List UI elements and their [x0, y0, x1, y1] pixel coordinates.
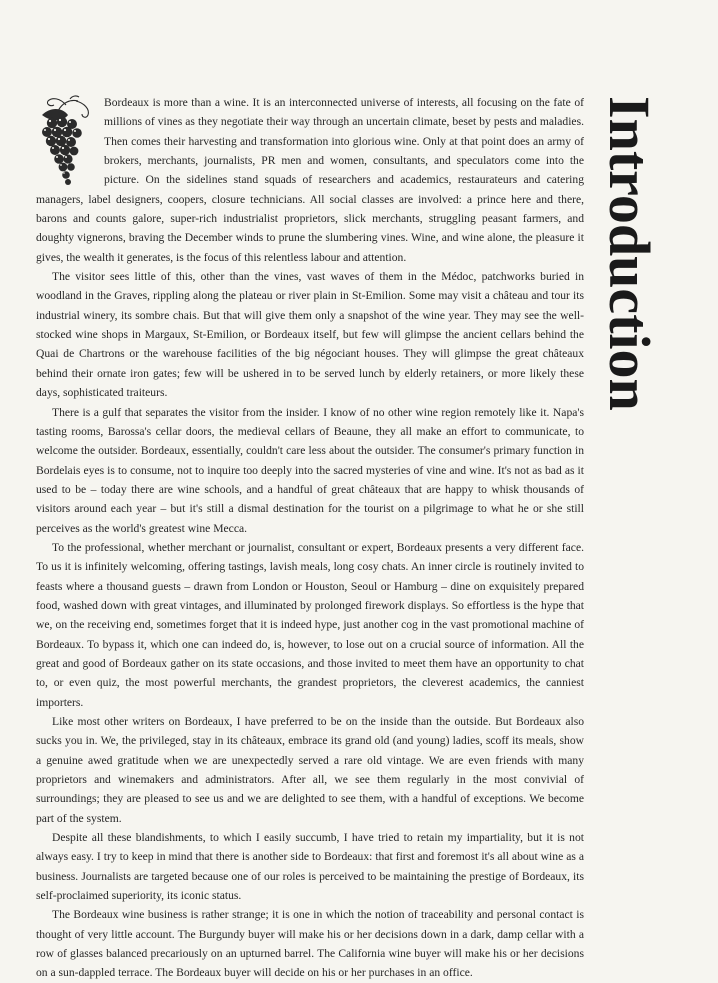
- paragraph: The Bordeaux wine business is rather strange; it is one in which the notion of traceability and personal contact is thought of very little account. The Burgundy buyer will make his or her decisions down in a dark, damp cellar with a row of glasses balanced precariously on an upturned barrel. The California wine buyer will make his or her decisions on a sun-dappled terrace. The Bordeaux buyer will decide on his or her purchases in an office.: [36, 908, 584, 980]
- chapter-heading: Introduction: [597, 96, 662, 411]
- grape-cluster-icon: [36, 95, 98, 189]
- paragraph: Despite all these blandishments, to which I easily succumb, I have tried to retain my impartiality, but it is not always easy. I try to keep in mind that there is another side to Bordeaux: that first and foremost it's all about wine as a business. Journalists are targeted because one of our roles is perceived to be maintaining the prestige of Bordeaux, its self-proclaimed superiority, its iconic status.: [36, 831, 584, 903]
- body-text: [36, 93, 584, 983]
- paragraph: To the professional, whether merchant or journalist, consultant or expert, Bordeaux presents a very different face. To us it is infinitely welcoming, offering tastings, lavish meals, long cosy chats. An inner circle is routinely invited to feasts where a thousand guests – drawn from London or Houston, Seoul or Hamburg – dine on exquisitely prepared food, washed down with great vintages, and illuminated by prolonged firework displays. So effortless is the hype that we, on the receiving end, sometimes forget that it is indeed hype, just another cog in the vast promotional machine of Bordeaux. To bypass it, which one can indeed do, is, however, to lose out on a crucial source of information. All the great and good of Bordeaux gather on its state occasions, and those invited to meet them have an opportunity to chat to, or even quiz, the most powerful merchants, the grandest proprietors, the cleverest academics, the canniest importers.: [36, 540, 584, 709]
- paragraph: The visitor sees little of this, other than the vines, vast waves of them in the Médoc, patchworks buried in woodland in the Graves, rippling along the plateau or river plain in St-Emilion. Some may visit a château and tour its industrial winery, its sombre chais. But that will give them only a snapshot of the wine year. They may see the well-stocked wine shops in Margaux, St-Emilion, or Bordeaux itself, but few will glimpse the ancient cellars behind the Quai de Chartrons or the warehouse facilities of the big négociant houses. They will glimpse the great châteaux behind their ornate iron gates; few will be ushered in to be served lunch by elderly retainers, or more likely these days, sophisticated traiteurs.: [36, 270, 584, 400]
- paragraph: There is a gulf that separates the visitor from the insider. I know of no other wine region remotely like it. Napa's tasting rooms, Barossa's cellar doors, the medieval cellars of Beaune, they all make an effort to communicate, to welcome the outsider. Bordeaux, essentially, couldn't care less about the outsider. The consumer's primary function in Bordelais eyes is to consume, not to inquire too deeply into the sacred mysteries of vine and wine. It's not as bad as it used to be – today there are wine schools, and a handful of great châteaux that are happy to whisk thousands of visitors around each year – but it's still a dismal destination for the tourist on a pilgrimage to what he or she still perceives as the world's greatest wine Mecca.: [36, 405, 584, 535]
- paragraph: Bordeaux is more than a wine. It is an interconnected universe of interests, all focusing on the fate of millions of vines as they negotiate their way through an uncertain climate, beset by pests and maladies. Then comes their harvesting and transformation into glorious wine. Only at that point does an army of brokers, merchants, journalists, PR men and women, consultants, and speculators come into the picture. On the sidelines stand squads of researchers and academics, restaurateurs and catering managers, label designers, coopers, closure technicians. All social classes are involved: a prince here and there, barons and counts galore, super-rich industrialist proprietors, slick merchants, struggling peasant farmers, and doughty vignerons, braving the December winds to prune the slumbering vines. Wine, and wine alone, the pleasure it gives, the wealth it generates, is the focus of this relentless labour and attention.: [36, 96, 584, 264]
- paragraph: Like most other writers on Bordeaux, I have preferred to be on the inside than the outside. But Bordeaux also sucks you in. We, the privileged, stay in its châteaux, embrace its grand old (and young) ladies, scoff its meals, show a genuine awed gratitude when we are unexpectedly served a rare old vintage. We are even friends with many proprietors and winemakers and administrators. After all, we see them regularly in the most convivial of surroundings; they are pleased to see us and we are delighted to see them, with a handful of exceptions. We become part of the system.: [36, 715, 584, 825]
